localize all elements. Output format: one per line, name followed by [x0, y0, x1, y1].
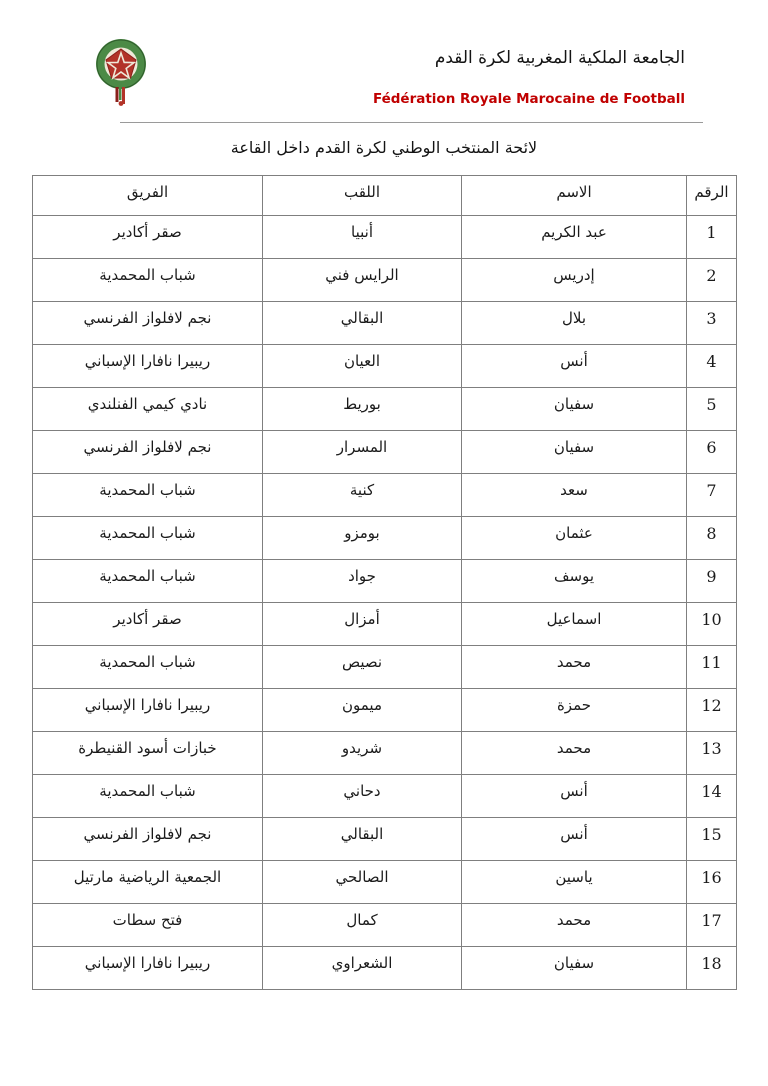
player-first-name-cell: أنس [462, 345, 687, 388]
table-body [33, 216, 737, 990]
row-number-cell: 18 [687, 947, 737, 990]
player-first-name-cell: بلال [462, 302, 687, 345]
player-team-cell: شباب المحمدية [33, 775, 263, 818]
player-last-name-cell: نصيص [263, 646, 462, 689]
row-number-cell: 3 [687, 302, 737, 345]
player-last-name-cell: العيان [263, 345, 462, 388]
table-row [33, 775, 737, 818]
player-team-cell: ريبيرا نافارا الإسباني [33, 689, 263, 732]
table-row [33, 474, 737, 517]
table-header [33, 176, 737, 216]
row-number-cell: 14 [687, 775, 737, 818]
org-name-french: Fédération Royale Marocaine de Football [372, 91, 685, 107]
row-number-cell: 7 [687, 474, 737, 517]
player-last-name-cell: كمال [263, 904, 462, 947]
player-first-name-cell: اسماعيل [462, 603, 687, 646]
player-team-cell: فتح سطات [33, 904, 263, 947]
player-first-name-cell: محمد [462, 904, 687, 947]
player-last-name-cell: بومزو [263, 517, 462, 560]
player-last-name-cell: شريدو [263, 732, 462, 775]
player-first-name-cell: حمزة [462, 689, 687, 732]
player-last-name-cell: أنبيا [263, 216, 462, 259]
row-number-cell: 17 [687, 904, 737, 947]
player-first-name-cell: سفيان [462, 431, 687, 474]
column-header-team: الفريق [33, 176, 263, 216]
table-row [33, 388, 737, 431]
player-last-name-cell: أمزال [263, 603, 462, 646]
player-last-name-cell: دحاني [263, 775, 462, 818]
row-number-cell: 13 [687, 732, 737, 775]
player-last-name-cell: الرايس فني [263, 259, 462, 302]
player-team-cell: صقر أكادير [33, 603, 263, 646]
player-last-name-cell: بوريط [263, 388, 462, 431]
player-team-cell: شباب المحمدية [33, 646, 263, 689]
player-team-cell: شباب المحمدية [33, 517, 263, 560]
row-number-cell: 10 [687, 603, 737, 646]
player-last-name-cell: الصالحي [263, 861, 462, 904]
player-team-cell: نجم لافلواز الفرنسي [33, 302, 263, 345]
player-team-cell: شباب المحمدية [33, 474, 263, 517]
player-first-name-cell: محمد [462, 732, 687, 775]
row-number-cell: 4 [687, 345, 737, 388]
player-team-cell: صقر أكادير [33, 216, 263, 259]
player-last-name-cell: البقالي [263, 818, 462, 861]
table-row [33, 560, 737, 603]
player-first-name-cell: سعد [462, 474, 687, 517]
table-row [33, 904, 737, 947]
player-first-name-cell: ياسين [462, 861, 687, 904]
player-team-cell: ريبيرا نافارا الإسباني [33, 947, 263, 990]
table-row [33, 947, 737, 990]
player-team-cell: نجم لافلواز الفرنسي [33, 431, 263, 474]
player-team-cell: خبازات أسود القنيطرة [33, 732, 263, 775]
table-row [33, 216, 737, 259]
table-header-row [33, 176, 737, 216]
player-first-name-cell: أنس [462, 775, 687, 818]
player-first-name-cell: عبد الكريم [462, 216, 687, 259]
column-header-name: الاسم [462, 176, 687, 216]
player-team-cell: نجم لافلواز الفرنسي [33, 818, 263, 861]
table-row [33, 689, 737, 732]
row-number-cell: 12 [687, 689, 737, 732]
row-number-cell: 8 [687, 517, 737, 560]
player-last-name-cell: ميمون [263, 689, 462, 732]
player-roster-table [32, 175, 737, 990]
player-team-cell: نادي كيمي الفنلندي [33, 388, 263, 431]
player-team-cell: شباب المحمدية [33, 560, 263, 603]
row-number-cell: 6 [687, 431, 737, 474]
row-number-cell: 2 [687, 259, 737, 302]
row-number-cell: 15 [687, 818, 737, 861]
table-row [33, 732, 737, 775]
player-team-cell: شباب المحمدية [33, 259, 263, 302]
player-first-name-cell: سفيان [462, 388, 687, 431]
row-number-cell: 1 [687, 216, 737, 259]
player-last-name-cell: كنية [263, 474, 462, 517]
player-team-cell: الجمعية الرياضية مارتيل [33, 861, 263, 904]
page-header [0, 0, 768, 175]
row-number-cell: 9 [687, 560, 737, 603]
page-title: لائحة المنتخب الوطني لكرة القدم داخل القاعة [230, 138, 538, 157]
table-row [33, 517, 737, 560]
player-first-name-cell: محمد [462, 646, 687, 689]
table-row [33, 259, 737, 302]
table-row [33, 302, 737, 345]
player-first-name-cell: إدريس [462, 259, 687, 302]
table-row [33, 818, 737, 861]
row-number-cell: 5 [687, 388, 737, 431]
table-row [33, 861, 737, 904]
row-number-cell: 11 [687, 646, 737, 689]
table-row [33, 646, 737, 689]
table-row [33, 431, 737, 474]
player-last-name-cell: المسرار [263, 431, 462, 474]
table-row [33, 345, 737, 388]
header-divider [120, 122, 703, 123]
column-header-number: الرقم [687, 176, 737, 216]
player-first-name-cell: عثمان [462, 517, 687, 560]
frmf-logo-icon [93, 38, 149, 106]
org-name-arabic: الجامعة الملكية المغربية لكرة القدم [434, 48, 685, 68]
player-team-cell: ريبيرا نافارا الإسباني [33, 345, 263, 388]
row-number-cell: 16 [687, 861, 737, 904]
player-last-name-cell: الشعراوي [263, 947, 462, 990]
player-first-name-cell: يوسف [462, 560, 687, 603]
player-last-name-cell: جواد [263, 560, 462, 603]
player-first-name-cell: سفيان [462, 947, 687, 990]
player-first-name-cell: أنس [462, 818, 687, 861]
table-row [33, 603, 737, 646]
column-header-surname: اللقب [263, 176, 462, 216]
player-last-name-cell: البقالي [263, 302, 462, 345]
